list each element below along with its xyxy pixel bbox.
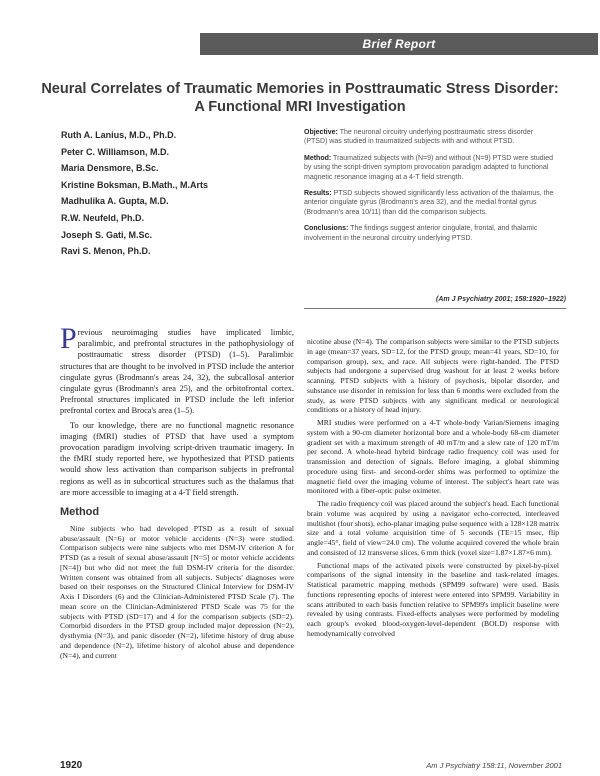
abstract-results: Results: PTSD subjects showed significantly less activation of the thalamus, the anterior cingulate gyrus (Brodmann's area 32), and the medial frontal gyrus (Brodmann's area 10/11) than did the comparison subjects. xyxy=(304,190,554,216)
page-number: 1920 xyxy=(60,760,83,771)
body-column-left xyxy=(60,322,294,663)
author-name: Kristine Boksman, B.Math., M.Arts xyxy=(61,179,209,190)
abstract-conclusions: Conclusions: The findings suggest anterior cingulate, frontal, and thalamic involvement in the neuronal circuitry underlying PTSD. xyxy=(304,225,538,242)
body-paragraph: The radio frequency coil was placed around the subject's head. Each functional brain volume was acquired by using a navigator echo-corrected, interleaved multishot (four shots), echo-planar imaging pulse sequence with a 128×128 matrix size and a total volume acquisition time of 5 seconds (TE=15 msec, flip angle=45°, field of view=24.0 cm). The volume acquired covered the whole brain and consisted of 12 transverse slices, 6 mm thick (voxel size=1.87×1.87×6 mm). xyxy=(307,499,559,557)
body-paragraph: nicotine abuse (N=4). The comparison subjects were similar to the PTSD subjects in age (mean=37 years, SD=12, for the PTSD group; mean=41 years, SD=10, for comparison group), sex, and race. All subjects were right-handed. The PTSD subjects had undergone a supervised drug washout for at least 2 weeks before scanning. PTSD subjects with a history of psychosis, bipolar disorder, and substance use disorder in remission for less than 6 months were excluded from the study, as were PTSD subjects with any significant medical or neurological conditions or a history of head injury. xyxy=(307,337,559,415)
author-name: Joseph S. Gati, M.Sc. xyxy=(61,229,153,240)
intro-paragraph: To our knowledge, there are no functional magnetic resonance imaging (fMRI) studies of PTSD that have used a symptom provocation paradigm involving script-driven traumatic imagery. In the fMRI study reported here, we hypothesized that PTSD patients would show less activation than comparison subjects in prefrontal regions as well as in subcortical structures such as the thalamus that are more accessible to imaging at a 4-T field strength. xyxy=(60,420,294,497)
author-name: R.W. Neufeld, Ph.D. xyxy=(61,212,145,223)
section-heading-method: Method xyxy=(60,506,100,519)
author-name: Peter C. Williamson, M.D. xyxy=(61,146,169,157)
intro-paragraph: Previous neuroimaging studies have implicated limbic, paralimbic, and prefrontal structures in the pathophysiology of posttraumatic stress disorder (PTSD) (1–5). Paralimbic structures that are thought to be involved in PTSD include the anterior cingulate gyrus (Brodmann's areas 24, 32), the subcallosal anterior cingulate gyrus (Brodmann's area 25), and the orbitofrontal cortex. Prefrontal structures implicated in PTSD include the left inferior prefrontal cortex and Broca's area (1–5). xyxy=(60,322,294,416)
journal-footer: Am J Psychiatry 158:11, November 2001 xyxy=(426,761,562,770)
citation: (Am J Psychiatry 2001; 158:1920–1922) xyxy=(436,296,566,303)
brief-report-label: Brief Report xyxy=(362,37,436,51)
author-list xyxy=(61,127,291,260)
abstract-method: Method: Traumatized subjects with (N=9) and without (N=9) PTSD were studied by using the script-driven symptom provocation paradigm adapted to functional magnetic resonance imaging at a 4-T field strength. xyxy=(304,154,553,181)
body-column-right xyxy=(307,337,559,642)
divider xyxy=(304,308,566,309)
method-paragraph: Nine subjects who had developed PTSD as a result of sexual abuse/assault (N=6) or motor vehicle accidents (N=3) were studied. Comparison subjects were nine subjects who met DSM-IV criterion A for PTSD (as a result of sexual abuse/assault [N=5] or motor vehicle accidents [N=4]) but who did not meet the full DSM-IV criteria for the disorder. Written consent was obtained from all subjects. Subjects' diagnoses were based on their responses on the Structured Clinical Interview for DSM-IV Axis I Disorders (6) and the Clinician-Administered PTSD Scale (7). The mean score on the Clinician-Administered PTSD Scale was 75 for the subjects with PTSD (SD=17) and 4 for the comparison subjects (SD=2). Comorbid disorders in the PTSD group included major depression (N=2), dysthymia (N=3), and panic disorder (N=2), lifetime history of drug abuse and dependence (N=2), lifetime history of alcohol abuse and dependence (N=4), and current xyxy=(60,523,294,660)
abstract-objective: Objective: The neuronal circuitry underlying posttraumatic stress disorder (PTSD) was studied in traumatized subjects with and without PTSD. xyxy=(304,129,534,146)
body-paragraph: MRI studies were performed on a 4-T whole-body Varian/Siemens imaging system with a 90-cm diameter horizontal bore and a whole-body 68-cm diameter gradient set with a maximum strength of 40 mT/m and a slew rate of 120 mT/m per second. A whole-head hybrid birdcage radio frequency coil was used for transmission and detection of signals. Before imaging, a global shimming procedure using first- and second-order shims was performed to optimize the magnetic field over the imaging volume of interest. The subject's heart rate was monitored with a fiber-optic pulse oximeter. xyxy=(307,418,559,496)
abstract xyxy=(304,128,556,250)
author-name: Ravi S. Menon, Ph.D. xyxy=(61,246,151,257)
author-name: Maria Densmore, B.Sc. xyxy=(61,163,159,174)
author-name: Ruth A. Lanius, M.D., Ph.D. xyxy=(61,130,177,140)
drop-cap: P xyxy=(60,322,77,355)
author-name: Madhulika A. Gupta, M.D. xyxy=(61,196,169,207)
article-title: Neural Correlates of Traumatic Memories in Posttraumatic Stress Disorder: A Functional MRI Investigation xyxy=(41,81,559,115)
body-paragraph: Functional maps of the activated pixels were constructed by pixel-by-pixel comparisons of the signal intensity in the baseline and task-related images. Statistical parametric mapping methods (SPM99 software) were used. Basis functions representing epochs of interest were entered into SPM99. Variability in scans attributed to each basis function relative to SPM99's implicit baseline were revealed by using contrasts. Fixed-effects analyses were performed by modeling each group's evoked blood-oxygen-level-dependent (BOLD) response with hemodynamically convolved xyxy=(307,560,559,638)
